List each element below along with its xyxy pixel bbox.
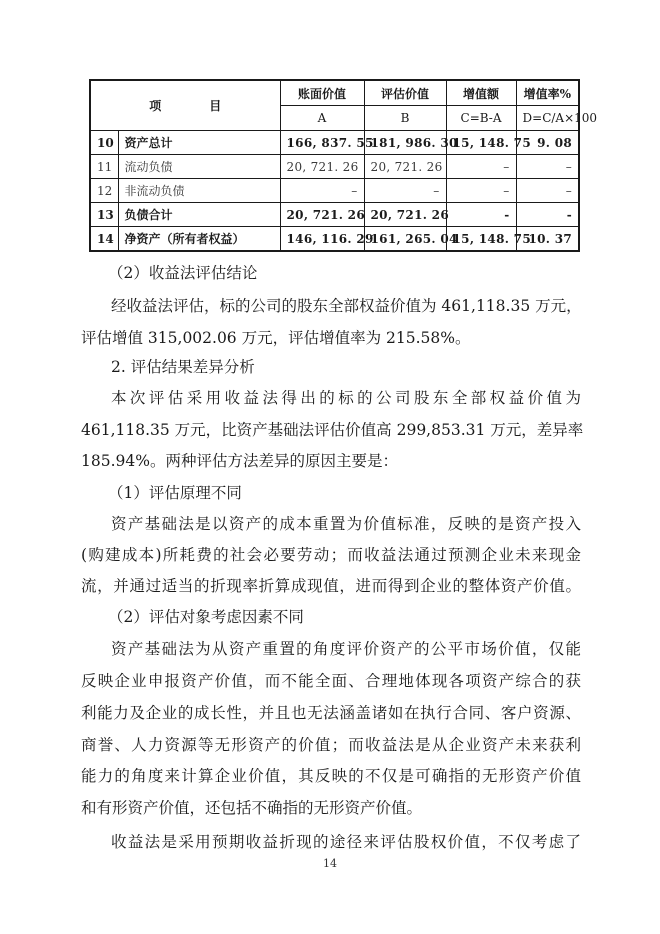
formula-c: C=B-A <box>446 106 516 131</box>
paragraph-line: 收益法是采用预期收益折现的途径来评估股权价值，不仅考虑了 <box>111 833 581 851</box>
paragraph-line: 反映企业申报资产价值，而不能全面、合理地体现各项资产综合的获 <box>81 672 581 690</box>
paragraph-line: 和有形资产价值，还包括不确指的无形资产价值。 <box>81 799 423 817</box>
subheading-principle: （1）评估原理不同 <box>108 484 242 502</box>
row-book-value: 20, 721. 26 <box>280 203 364 227</box>
header-eval-value: 评估价值 <box>364 80 446 106</box>
paragraph-line: 评估增值 315,002.06 万元，评估增值率为 215.58%。 <box>81 329 471 347</box>
row-increase: 15, 148. 75 <box>446 227 516 252</box>
paragraph-line: 能力的角度来计算企业价值，其反映的不仅是可确指的无形资产价值 <box>81 767 581 785</box>
table-row <box>90 155 579 179</box>
row-book-value: 166, 837. 55 <box>280 131 364 155</box>
header-increase: 增值额 <box>446 80 516 106</box>
row-item: 资产总计 <box>118 131 280 155</box>
paragraph-line: 经收益法评估，标的公司的股东全部权益价值为 461,118.35 万元， <box>111 297 582 315</box>
row-item: 负债合计 <box>118 203 280 227</box>
table-row <box>90 203 579 227</box>
row-number: 12 <box>90 179 118 203</box>
table-row <box>90 179 579 203</box>
row-eval-value: 161, 265. 04 <box>364 227 446 252</box>
subheading-income-conclusion: （2）收益法评估结论 <box>108 264 258 282</box>
row-increase-rate: – <box>516 179 579 203</box>
row-number: 13 <box>90 203 118 227</box>
paragraph-line: 资产基础法为从资产重置的角度评价资产的公平市场价值，仅能 <box>111 640 581 658</box>
header-item: 项 目 <box>90 80 280 131</box>
paragraph-line: 商誉、人力资源等无形资产的价值；而收益法是从企业资产未来获利 <box>81 736 581 754</box>
row-increase: – <box>446 179 516 203</box>
header-increase-rate: 增值率% <box>516 80 579 106</box>
table-header-row <box>90 80 579 106</box>
row-book-value: – <box>280 179 364 203</box>
row-increase: 15, 148. 75 <box>446 131 516 155</box>
row-item: 净资产（所有者权益） <box>118 227 280 252</box>
row-eval-value: 20, 721. 26 <box>364 203 446 227</box>
row-item: 非流动负债 <box>118 179 280 203</box>
paragraph-line: (购建成本)所耗费的社会必要劳动；而收益法通过预测企业未来现金 <box>81 546 581 564</box>
row-book-value: 20, 721. 26 <box>280 155 364 179</box>
row-increase-rate: 10. 37 <box>516 227 579 252</box>
row-increase: – <box>446 155 516 179</box>
subheading-factors: （2）评估对象考虑因素不同 <box>108 608 304 626</box>
page-number: 14 <box>323 857 337 870</box>
paragraph-line: 资产基础法是以资产的成本重置为价值标准，反映的是资产投入 <box>111 515 581 533</box>
subheading-difference-analysis: 2. 评估结果差异分析 <box>111 358 255 376</box>
row-number: 10 <box>90 131 118 155</box>
paragraph-line: 利能力及企业的成长性，并且也无法涵盖诸如在执行合同、客户资源、 <box>81 704 581 722</box>
row-eval-value: 20, 721. 26 <box>364 155 446 179</box>
row-book-value: 146, 116. 29 <box>280 227 364 252</box>
row-increase-rate: 9. 08 <box>516 131 579 155</box>
row-increase-rate: – <box>516 155 579 179</box>
row-number: 14 <box>90 227 118 252</box>
row-number: 11 <box>90 155 118 179</box>
row-increase-rate: - <box>516 203 579 227</box>
row-item: 流动负债 <box>118 155 280 179</box>
row-increase: - <box>446 203 516 227</box>
table-row <box>90 227 579 252</box>
formula-a: A <box>280 106 364 131</box>
formula-b: B <box>364 106 446 131</box>
row-eval-value: 181, 986. 30 <box>364 131 446 155</box>
valuation-table <box>89 79 598 252</box>
paragraph-line: 本次评估采用收益法得出的标的公司股东全部权益价值为 <box>111 389 581 407</box>
formula-d: D=C/A×100 <box>516 106 579 131</box>
row-eval-value: – <box>364 179 446 203</box>
paragraph-line: 461,118.35 万元，比资产基础法评估价值高 299,853.31 万元，差异率 <box>81 421 584 439</box>
header-book-value: 账面价值 <box>280 80 364 106</box>
paragraph-line: 185.94%。两种评估方法差异的原因主要是： <box>81 452 398 470</box>
paragraph-line: 流，并通过适当的折现率折算成现值，进而得到企业的整体资产价值。 <box>81 577 581 595</box>
table-row <box>90 131 579 155</box>
